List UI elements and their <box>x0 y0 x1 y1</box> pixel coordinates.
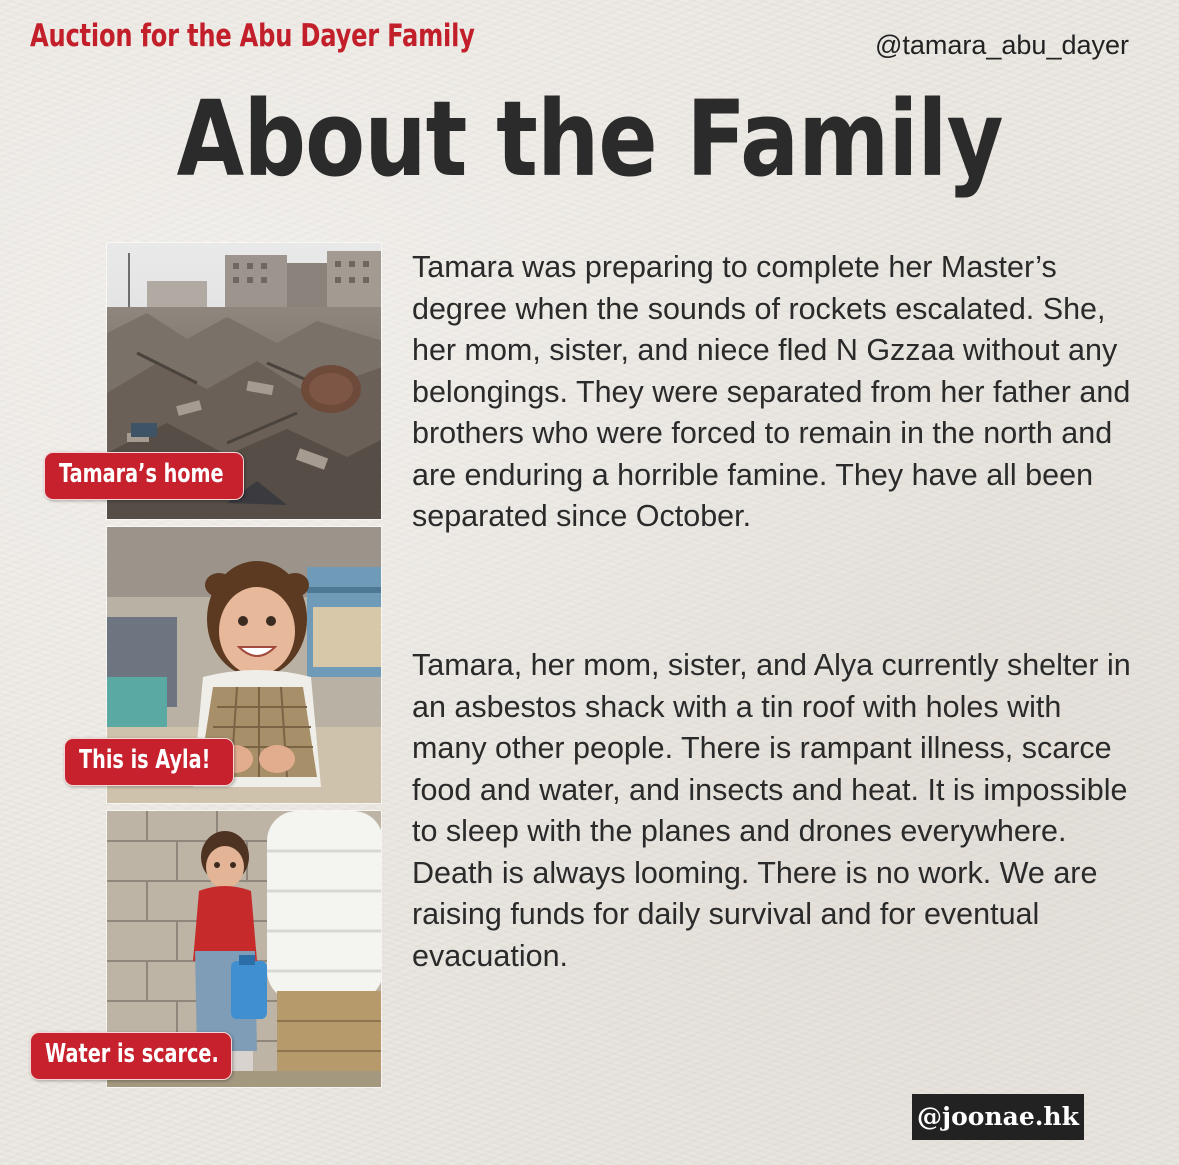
photo-column <box>106 242 382 1088</box>
header-title: Auction for the Abu Dayer Family <box>30 18 475 54</box>
caption-label: This is Ayla! <box>79 745 211 775</box>
page-title-wrapper <box>0 78 1179 200</box>
story-paragraph-1: Tamara was preparing to complete her Master’s degree when the sounds of rockets escalated. She, her mom, sister, and niece fled N Gzzaa without any belongings. They were separated from her father and brothers who were forced to remain in the north and are enduring a horrible famine. They have all been separated since October. <box>412 250 1131 533</box>
credit-badge: @joonae.hk <box>912 1094 1084 1140</box>
page-title: About the Family <box>176 78 1003 200</box>
caption-label: Tamara’s home <box>59 459 224 489</box>
caption-water-is-scarce <box>30 1032 232 1080</box>
caption-this-is-ayla <box>64 738 234 786</box>
caption-label: Water is scarce. <box>45 1039 219 1069</box>
instagram-handle: @tamara_abu_dayer <box>874 30 1129 60</box>
story-paragraph-2: Tamara, her mom, sister, and Alya currently shelter in an asbestos shack with a tin roof with holes with many other people. There is rampant illness, scarce food and water, and insects and heat. It is impossible to sleep with the planes and drones everywhere. Death is always looming. There is no work. We are raising funds for daily survival and for eventual evacuation. <box>412 648 1131 973</box>
caption-tamaras-home <box>44 452 244 500</box>
